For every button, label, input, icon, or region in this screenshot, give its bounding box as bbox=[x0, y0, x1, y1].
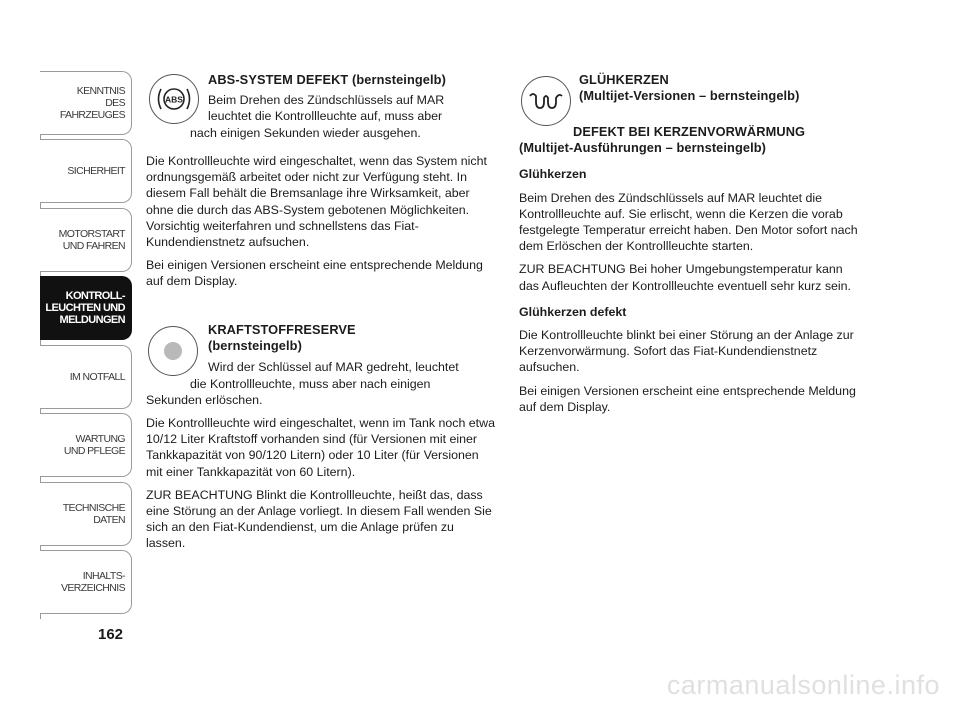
tab-im-notfall[interactable]: IM NOTFALL bbox=[40, 345, 132, 409]
defect-title-2: (Multijet-Ausführungen – bernsteingelb) bbox=[519, 140, 767, 156]
watermark: carmanualsonline.info bbox=[666, 670, 940, 700]
fuel-section-header bbox=[146, 322, 496, 386]
glow-paragraph-1: Beim Drehen des Zündschlüssels auf MAR leuchtet die Kontrollleuchte auf. Sie erlischt, wenn die Kerzen die vorab festgelegte Temperatur erreicht haben. Den Motor sofort nach dem Erlöschen der Kontrollleuchte starten. bbox=[519, 190, 858, 254]
abs-lead-2: leuchtet die Kontrollleuchte auf, muss aber bbox=[208, 109, 443, 124]
glow-subheading-1: Glühkerzen bbox=[519, 167, 587, 182]
tab-kontrollleuchten[interactable]: KONTROLL- LEUCHTEN UND MELDUNGEN bbox=[40, 276, 132, 340]
abs-title: ABS-SYSTEM DEFEKT bbox=[208, 72, 349, 87]
abs-section-header bbox=[146, 72, 496, 147]
tab-motorstart[interactable]: MOTORSTART UND FAHREN bbox=[40, 208, 132, 272]
abs-heading bbox=[208, 72, 496, 88]
tab-kenntnis[interactable]: KENNTNIS DES FAHRZEUGES bbox=[40, 71, 132, 135]
glow-coil-icon bbox=[527, 90, 565, 112]
fuel-title-2: (bernsteingelb) bbox=[208, 337, 302, 353]
glow-subheading-2: Glühkerzen defekt bbox=[519, 304, 627, 319]
abs-icon-label: ABS bbox=[165, 94, 183, 105]
fuel-title-1: KRAFTSTOFFRESERVE bbox=[208, 321, 356, 337]
glow-paragraph-3: Die Kontrollleuchte blinkt bei einer Störung an der Anlage zur Kerzenvorwärmung. Sofort das Fiat-Kundendienstnetz aufsuchen. bbox=[519, 328, 854, 375]
glow-heading-block bbox=[579, 72, 864, 104]
fuel-reserve-icon bbox=[148, 326, 198, 376]
abs-title-suffix: (bernsteingelb) bbox=[348, 72, 446, 87]
glow-title-2: (Multijet-Versionen – bernsteingelb) bbox=[579, 88, 800, 104]
abs-lead-1: Beim Drehen des Zündschlüssels auf MAR bbox=[208, 93, 445, 108]
fuel-lead-1: Wird der Schlüssel auf MAR gedreht, leuchtet bbox=[208, 360, 459, 375]
page-number: 162 bbox=[98, 626, 124, 643]
fuel-lead-2: die Kontrollleuchte, muss aber nach einigen bbox=[190, 376, 431, 391]
tab-wartung[interactable]: WARTUNG UND PFLEGE bbox=[40, 413, 132, 477]
glow-paragraph-2: ZUR BEACHTUNG Bei hoher Umgebungstemperatur kann das Aufleuchten der Kontrollleuchte eventuell sehr kurz sein. bbox=[519, 262, 851, 293]
abs-warning-icon bbox=[149, 74, 199, 124]
fuel-lead-3: Sekunden erlöschen. bbox=[146, 392, 263, 407]
fuel-dot-icon bbox=[164, 342, 182, 360]
right-column bbox=[519, 72, 864, 422]
fuel-heading-block bbox=[208, 322, 496, 376]
abs-heading-block bbox=[208, 72, 496, 125]
abs-paragraph-1: Die Kontrollleuchte wird eingeschaltet, wenn das System nicht ordnungsgemäß arbeitet oder nicht zur Verfügung steht. In diesem Fall behält die Bremsanlage ihre Wirksamkeit, aber ohne die durch das ABS-System gebotenen Möglichkeiten. Vorsichtig weiterfahren und schnellstens das Fiat-Kundendienstnetz aufsuchen. bbox=[146, 154, 487, 250]
fuel-paragraph-2: ZUR BEACHTUNG Blinkt die Kontrollleuchte, heißt das, dass eine Störung an der Anlage vorliegt. In diesem Fall wenden Sie sich an den Fiat-Kundendienst, um die Anlage prüfen zu lassen. bbox=[146, 487, 492, 551]
tab-sicherheit[interactable]: SICHERHEIT bbox=[40, 139, 132, 203]
abs-symbol-icon bbox=[154, 84, 194, 114]
tab-inhaltsverzeichnis[interactable]: INHALTS- VERZEICHNIS bbox=[40, 550, 132, 614]
glow-paragraph-4: Bei einigen Versionen erscheint eine entsprechende Meldung auf dem Display. bbox=[519, 383, 856, 414]
glow-section-header bbox=[519, 72, 864, 126]
glow-title-1: GLÜHKERZEN bbox=[579, 72, 669, 87]
abs-paragraph-2: Bei einigen Versionen erscheint eine entsprechende Meldung auf dem Display. bbox=[146, 258, 483, 289]
glow-plug-icon bbox=[521, 76, 571, 126]
abs-lead-3: nach einigen Sekunden wieder ausgehen. bbox=[190, 125, 421, 140]
tab-technische-daten[interactable]: TECHNISCHE DATEN bbox=[40, 482, 132, 546]
fuel-paragraph-1: Die Kontrollleuchte wird eingeschaltet, wenn im Tank noch etwa 10/12 Liter Kraftstoff vorhanden sind (für Versionen mit einer Tankkapazität von 90/120 Litern) oder 10 Liter (für Versionen mit einer Tankkapazität von 60 Litern). bbox=[146, 416, 495, 479]
defect-title-1: DEFEKT BEI KERZENVORWÄRMUNG bbox=[573, 124, 806, 139]
left-column bbox=[146, 72, 496, 559]
